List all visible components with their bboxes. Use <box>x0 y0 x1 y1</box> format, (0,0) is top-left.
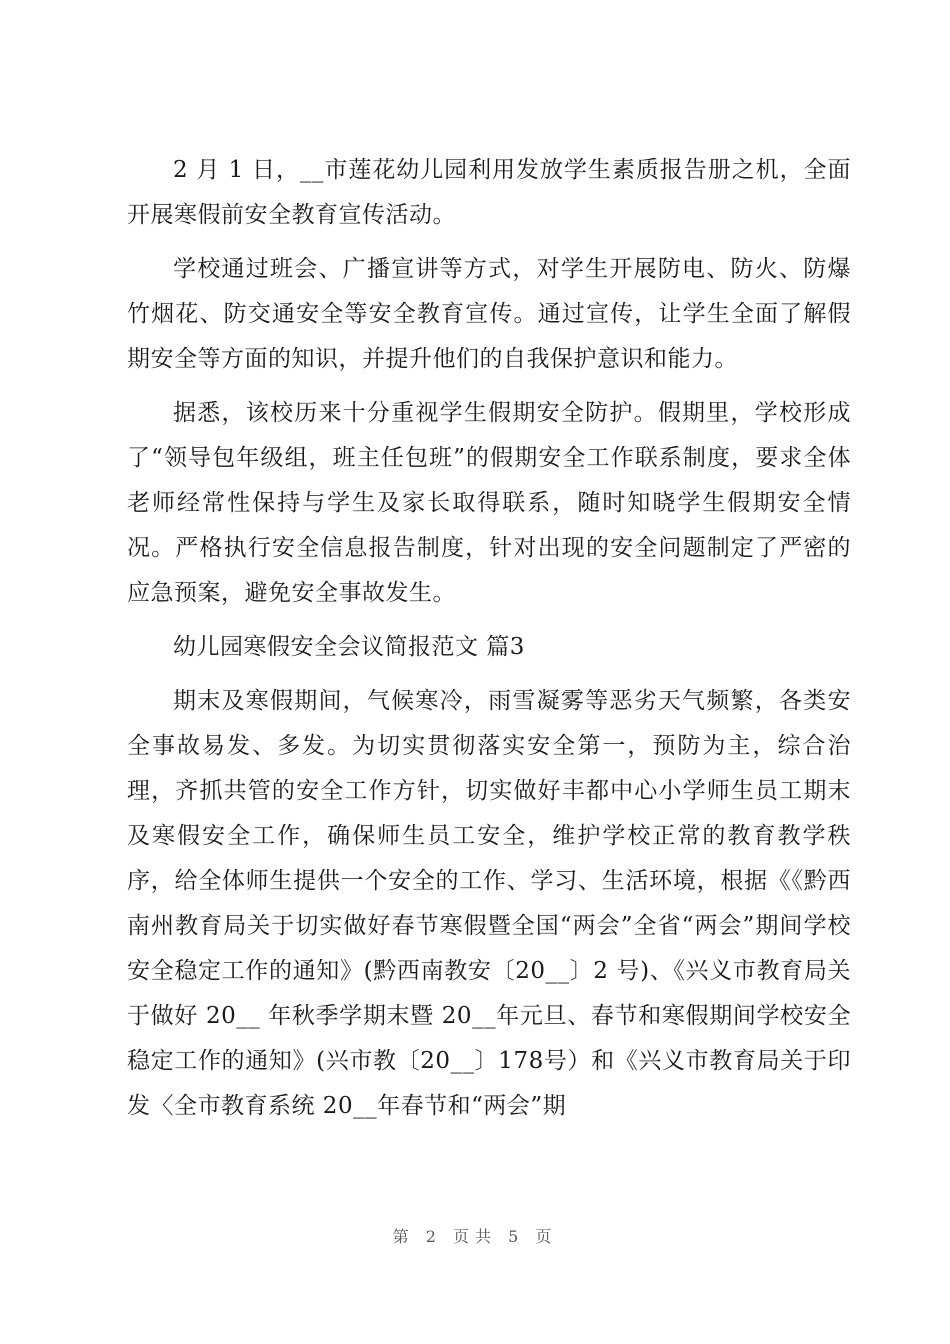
paragraph-2: 学校通过班会、广播宣讲等方式，对学生开展防电、防火、防爆竹烟花、防交通安全等安全教育宣传。通过宣传，让学生全面了解假期安全等方面的知识，并提升他们的自我保护意识和能力。 <box>127 256 851 372</box>
paragraph-3: 据悉，该校历来十分重视学生假期安全防护。假期里，学校形成了“领导包年级组，班主任包班”的假期安全工作联系制度，要求全体老师经常性保持与学生及家长取得联系，随时知晓学生假期安全情况。严格执行安全信息报告制度，针对出现的安全问题制定了严密的应急预案，避免安全事故发生。 <box>127 400 851 606</box>
section-paragraph: 期末及寒假期间，气候寒冷，雨雪凝雾等恶劣天气频繁，各类安全事故易发、多发。为切实贯彻落实安全第一，预防为主，综合治理，齐抓共管的安全工作方针，切实做好丰都中心小学师生员工期末及寒假安全工作，确保师生员工安全，维护学校正常的教育教学秩序，给全体师生提供一个安全的工作、学习、生活环境，根据《《黔西南州教育局关于切实做好春节寒假暨全国“两会”全省“两会”期间学校安全稳定工作的通知》(黔西南教安〔20__〕2 号)、《兴义市教育局关于做好 20__ 年秋季学期末暨 20__年元旦、春节和寒假期间学校安全稳定工作的通知》(兴市教〔20__〕178号）和《兴义市教育局关于印发〈全市教育系统 20__年春节和“两会”期 <box>127 688 851 1119</box>
paragraph-1: 2 月 1 日，__市莲花幼儿园利用发放学生素质报告册之机，全面开展寒假前安全教育宣传活动。 <box>127 157 851 228</box>
document-body <box>127 148 851 1138</box>
section-heading: 幼儿园寒假安全会议简报范文 篇3 <box>173 634 525 660</box>
page-footer: 第 2 页共 5 页 <box>392 1227 558 1246</box>
